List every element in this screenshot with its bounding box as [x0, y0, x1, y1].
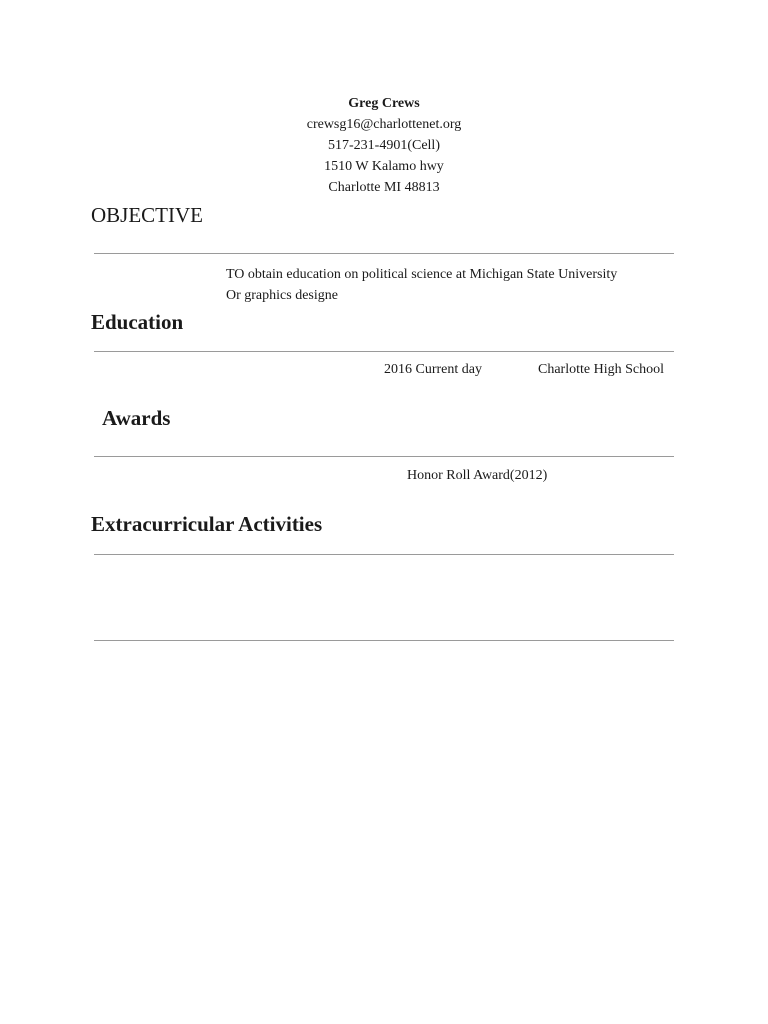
- education-divider: [94, 351, 674, 352]
- applicant-email: crewsg16@charlottenet.org: [306, 117, 462, 132]
- education-dates: 2016 Current day: [384, 362, 482, 377]
- extracurricular-divider-bottom: [94, 640, 674, 641]
- applicant-address-city: Charlotte MI 48813: [328, 180, 440, 195]
- objective-text-line-2: Or graphics designe: [226, 288, 338, 303]
- objective-text-line-1: TO obtain education on political science at Michigan State University: [226, 267, 618, 282]
- objective-divider: [94, 253, 674, 254]
- awards-divider: [94, 456, 674, 457]
- extracurricular-divider-top: [94, 554, 674, 555]
- applicant-phone: 517-231-4901(Cell): [328, 138, 440, 153]
- applicant-address-street: 1510 W Kalamo hwy: [324, 159, 444, 174]
- extracurricular-heading: Extracurricular Activities: [91, 512, 323, 536]
- awards-heading: Awards: [102, 406, 171, 430]
- applicant-name: Greg Crews: [348, 96, 420, 111]
- education-school: Charlotte High School: [538, 362, 664, 377]
- award-item: Honor Roll Award(2012): [407, 468, 548, 483]
- objective-heading: OBJECTIVE: [91, 203, 203, 227]
- education-heading: Education: [91, 310, 184, 334]
